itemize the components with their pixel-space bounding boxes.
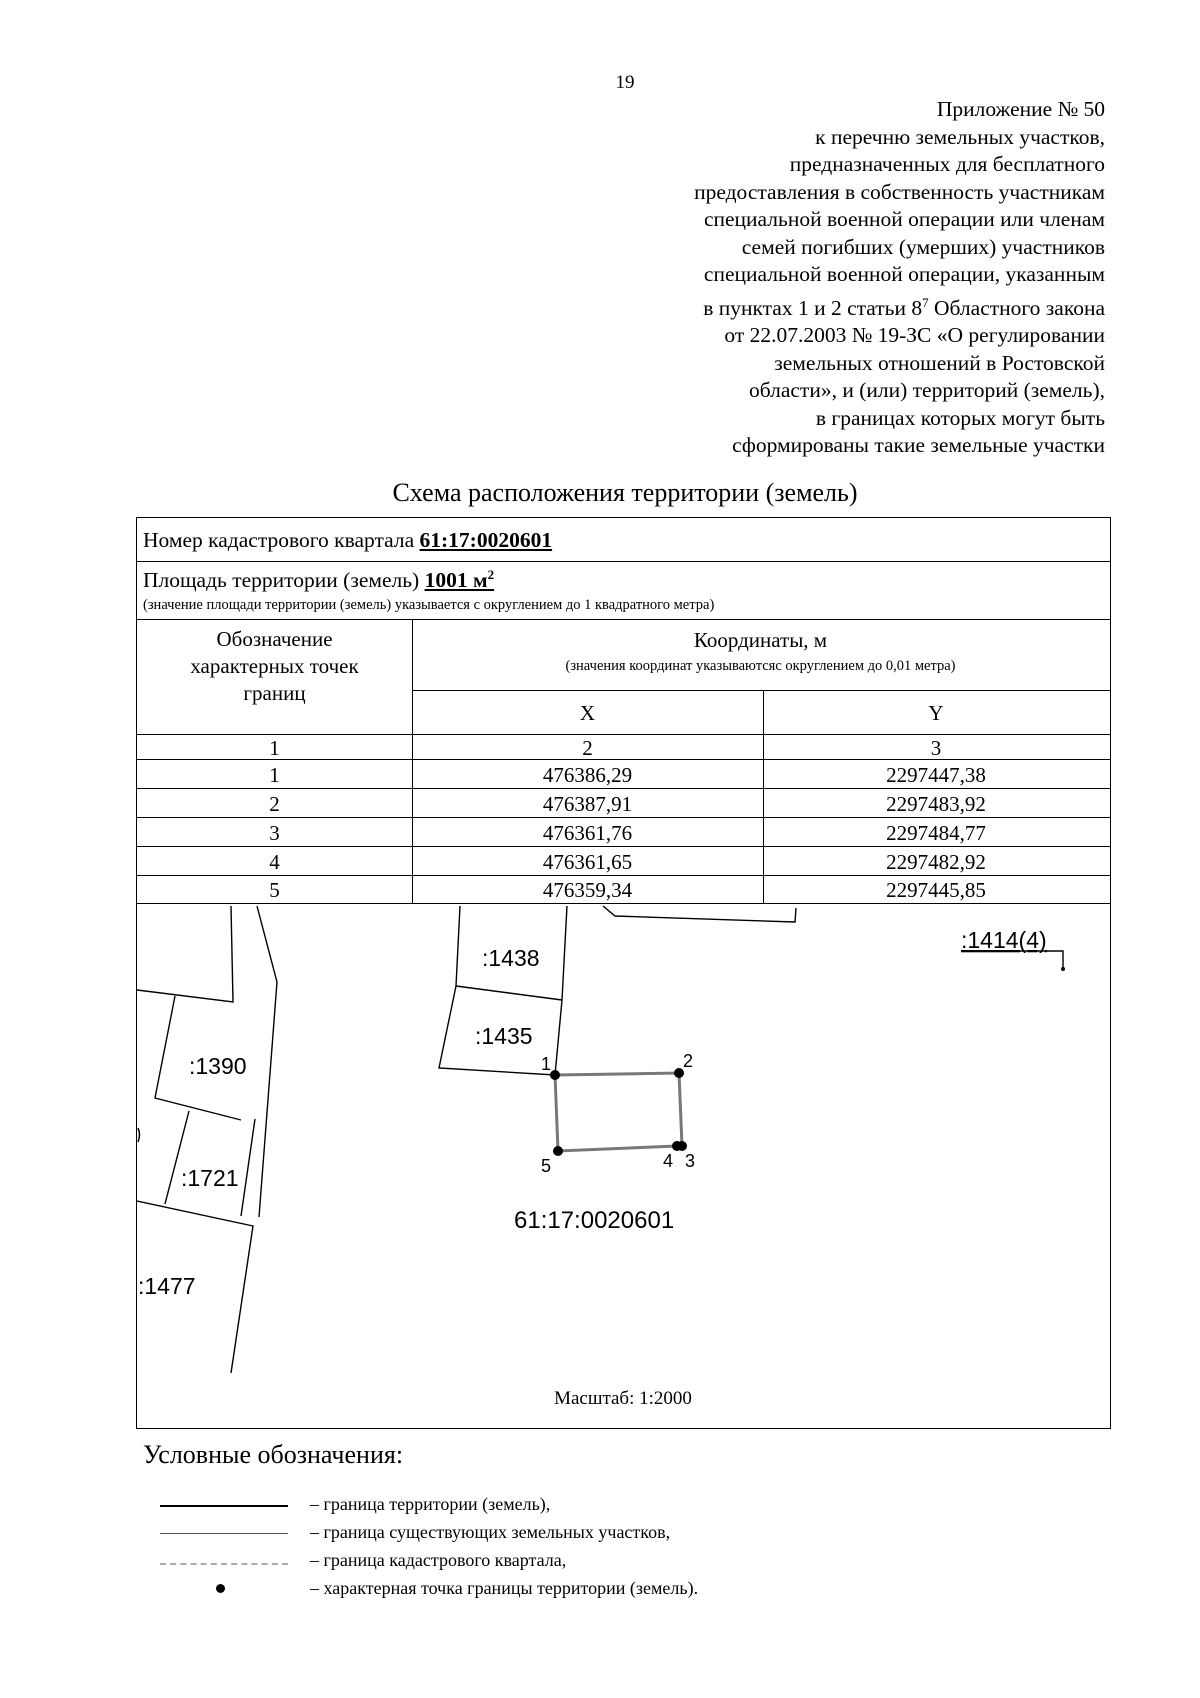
area-row: [137, 562, 1110, 620]
parcel-label: :1438: [482, 945, 540, 971]
appendix-line: в границах которых могут быть: [815, 405, 1105, 430]
law-prefix: в пунктах 1 и 2 статьи 8: [703, 295, 923, 320]
parcel-boundary-line: [257, 906, 277, 1217]
point-cell: 4: [269, 850, 280, 874]
boundary-point-5: [553, 1146, 563, 1156]
parcel-boundary-line: [456, 986, 562, 1000]
points-header: Обозначение характерных точек границ: [190, 627, 359, 705]
cadastral-map: [137, 904, 1109, 1427]
y-cell: 2297484,77: [886, 821, 986, 845]
appendix-law-line: [694, 289, 1105, 323]
point-cell: 5: [269, 878, 280, 902]
appendix-line: Приложение № 50: [936, 97, 1105, 121]
quarter-label: 61:17:0020601: [514, 1207, 675, 1234]
table-header-divider: [412, 690, 1110, 691]
num-cell: 2: [582, 736, 593, 760]
parcel-label: :1390: [189, 1053, 247, 1079]
law-sup: 7: [922, 294, 929, 310]
parcel-label: :1721: [181, 1165, 239, 1191]
x-cell: 476361,65: [542, 850, 633, 874]
x-cell: 476359,34: [542, 878, 633, 902]
legend-quarter-line: [160, 1563, 288, 1565]
y-cell: 2297445,85: [886, 878, 986, 902]
coords-note: (значения координат указываютсяс округлением до 0,01 метра): [565, 658, 956, 674]
area-value: 1001 $м^2$: [424, 567, 495, 593]
area-note: (значение площади территории (земель) указывается с округлением до 1 квадратного метра): [143, 597, 715, 613]
point-label: 1: [541, 1054, 552, 1074]
parcel-boundary-line: [962, 951, 1063, 969]
point-cell: 3: [269, 821, 280, 845]
point-cell: 2: [269, 792, 280, 816]
y-cell: 2297483,92: [886, 792, 986, 816]
coords-header: Координаты, м: [693, 628, 828, 652]
point-label: 2: [683, 1051, 694, 1071]
boundary-point-1: [550, 1070, 560, 1080]
parcel-label: :1414(4): [961, 927, 1047, 953]
appendix-line: земельных отношений в Ростовской: [774, 350, 1105, 375]
scheme-title: Схема расположения территории (земель): [392, 478, 858, 507]
parcel-boundary-line: [603, 906, 796, 922]
map-scale: Масштаб: 1:2000: [554, 1388, 692, 1409]
boundary-point-4: [672, 1141, 682, 1151]
scheme-frame: [136, 517, 1111, 1429]
num-cell: 1: [269, 736, 280, 760]
point-label: 5: [541, 1156, 552, 1176]
legend-item: – граница существующих земельных участков,: [310, 1522, 671, 1542]
y-cell: 2297482,92: [886, 850, 986, 874]
table-header-bottom: [137, 734, 1110, 735]
area-label: Площадь территории (земель) 1001 $м^2$: [143, 567, 495, 593]
law-suffix: Областного закона: [928, 295, 1105, 320]
parcel-boundary-line: [439, 906, 567, 1075]
point-label: 3: [685, 1151, 696, 1171]
parcel-marker: [1061, 967, 1065, 971]
appendix-line: предоставления в собственность участникам: [694, 179, 1105, 204]
point-cell: 1: [269, 763, 280, 787]
x-cell: 476361,76: [542, 821, 633, 845]
x-header: X: [579, 701, 596, 725]
parcel-boundary-line: [241, 1119, 255, 1216]
cadastral-number: 61:17:0020601: [419, 528, 553, 552]
appendix-line: специальной военной операции или членам: [703, 207, 1105, 231]
parcel-boundary-fragment: [138, 1128, 140, 1142]
x-cell: 476387,91: [542, 792, 633, 816]
appendix-line: к перечню земельных участков,: [815, 124, 1105, 149]
row-divider: [137, 875, 1110, 876]
parcel-label: :1435: [475, 1023, 533, 1049]
appendix-line: специальной военной операции, указанным: [703, 262, 1105, 286]
legend-parcel-line: [160, 1533, 288, 1534]
row-divider: [137, 817, 1110, 818]
parcel-label: :1477: [138, 1273, 196, 1299]
appendix-line: сформированы такие земельные участки: [732, 433, 1105, 458]
legend-point-symbol: [216, 1584, 225, 1593]
point-label: 4: [663, 1151, 674, 1171]
existing-parcel-boundaries: [137, 906, 1063, 1373]
legend-item: – граница кадастрового квартала,: [310, 1550, 567, 1570]
num-cell: 3: [930, 736, 942, 760]
cadastral-row: [137, 518, 1110, 562]
legend-title: Условные обозначения:: [143, 1440, 404, 1469]
cadastral-label: Номер кадастрового квартала 61:17:0020601: [143, 528, 553, 552]
x-cell: 476386,29: [542, 763, 633, 787]
appendix-line: предназначенных для бесплатного: [789, 152, 1105, 176]
page-number: 19: [615, 72, 635, 93]
appendix-line: от 22.07.2003 № 19-ЗС «О регулировании: [724, 323, 1105, 348]
parcel-boundary-line: [137, 906, 233, 1002]
y-cell: 2297447,38: [886, 763, 986, 787]
territory-boundary: [555, 1073, 682, 1151]
appendix-header: [694, 96, 1105, 460]
appendix-line: области», и (или) территорий (земель),: [748, 378, 1105, 403]
legend-item: – граница территории (земель),: [310, 1494, 551, 1514]
row-divider: [137, 788, 1110, 789]
legend-territory-line: [160, 1505, 288, 1507]
row-divider: [137, 846, 1110, 847]
map-drawing: [137, 904, 1109, 1427]
legend-item: – характерная точка границы территории (земель).: [310, 1578, 699, 1598]
y-header: Y: [928, 701, 944, 725]
appendix-line: семей погибших (умерших) участников: [741, 234, 1105, 259]
